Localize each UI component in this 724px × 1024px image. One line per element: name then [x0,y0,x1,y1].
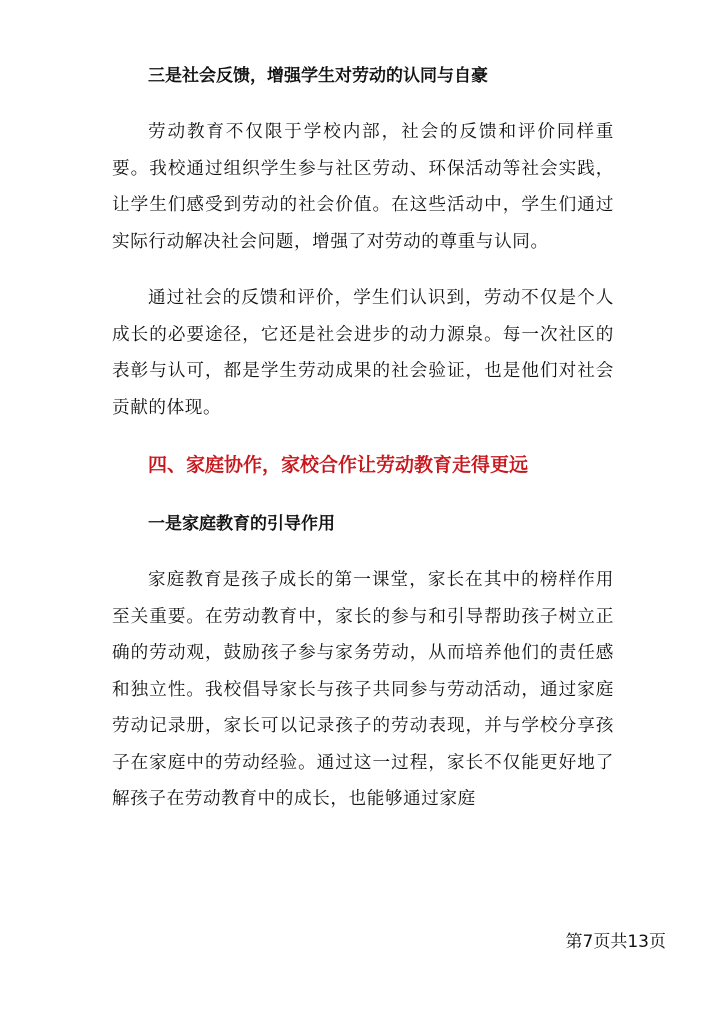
paragraph-social-evaluation: 通过社会的反馈和评价，学生们认识到，劳动不仅是个人成长的必要途径，它还是社会进步的动力源泉。每一次社区的表彰与认可，都是学生劳动成果的社会验证，也是他们对社会贡献的体现。 [112,288,614,418]
paragraph-social-practice: 劳动教育不仅限于学校内部，社会的反馈和评价同样重要。我校通过组织学生参与社区劳动、环保活动等社会实践，让学生们感受到劳动的社会价值。在这些活动中，学生们通过实际行动解决社会问题，增强了对劳动的尊重与认同。 [112,122,614,252]
heading-family-guidance: 一是家庭教育的引导作用 [148,514,335,534]
paragraph-family-education: 家庭教育是孩子成长的第一课堂，家长在其中的榜样作用至关重要。在劳动教育中，家长的参与和引导帮助孩子树立正确的劳动观，鼓励孩子参与家务劳动，从而培养他们的责任感和独立性。我校倡导家长与孩子共同参与劳动活动，通过家庭劳动记录册，家长可以记录孩子的劳动表现，并与学校分享孩子在家庭中的劳动经验。通过这一过程，家长不仅能更好地了解孩子在劳动教育中的成长，也能够通过家庭 [112,570,614,809]
section-title-family-cooperation: 四、家庭协作，家校合作让劳动教育走得更远 [148,455,529,476]
heading-social-feedback: 三是社会反馈，增强学生对劳动的认同与自豪 [148,66,488,86]
document-body [112,56,614,818]
page-number: 第7页共13页 [565,932,666,952]
